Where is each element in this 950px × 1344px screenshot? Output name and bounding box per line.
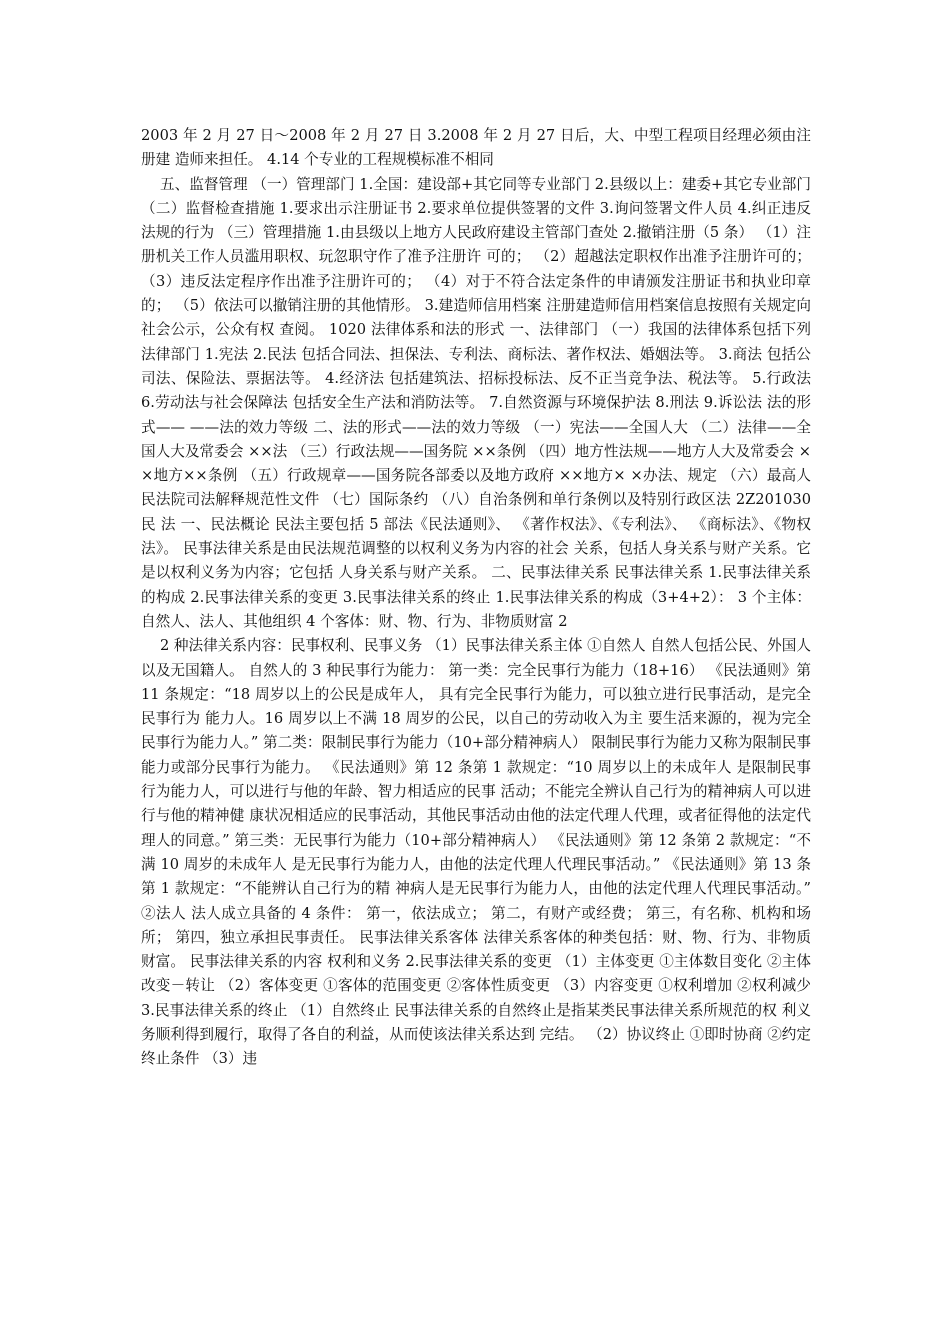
paragraph-civil-legal-relations: 2 种法律关系内容：民事权利、民事义务 （1）民事法律关系主体 ①自然人 自然人包括公民、外国人以及无国籍人。 自然人的 3 种民事行为能力： 第一类：完全民事行为能力（18+16） 《民法通则》第 11 条规定：“18 周岁以上的公民是成年人， 具有完全民事行为能力，可以独立进行民事活动，是完全民事行为 能力人。16 周岁以上不满 18 周岁的公民，以自己的劳动收入为主 要生活来源的，视为完全民事行为能力人。” 第二类：限制民事行为能力（10+部分精神病人） 限制民事行为能力又称为限制民事能力或部分民事行为能力。 《民法通则》第 12 条第 1 款规定：“10 周岁以上的未成年人 是限制民事行为能力人，可以进行与他的年龄、智力相适应的民事 活动；不能完全辨认自己行为的精神病人可以进行与他的精神健 康状况相适应的民事活动，其他民事活动由他的法定代理人代理，或者征得他的法定代理人的同意。” 第三类：无民事行为能力（10+部分精神病人） 《民法通则》第 12 条第 2 款规定：“不满 10 周岁的未成年人 是无民事行为能力人，由他的法定代理人代理民事活动。” 《民法通则》第 13 条第 1 款规定：“不能辨认自己行为的精 神病人是无民事行为能力人，由他的法定代理人代理民事活动。” ②法人 法人成立具备的 4 条件： 第一，依法成立； 第二，有财产或经费； 第三，有名称、机构和场所； 第四，独立承担民事责任。 民事法律关系客体 法律关系客体的种类包括：财、物、行为、非物质财富。 民事法律关系的内容 权利和义务 2.民事法律关系的变更 （1）主体变更 ①主体数目变化 ②主体改变－转让 （2）客体变更 ①客体的范围变更 ②客体性质变更 （3）内容变更 ①权利增加 ②权利减少 3.民事法律关系的终止 （1）自然终止 民事法律关系的自然终止是指某类民事法律关系所规范的权 利义务顺利得到履行，取得了各自的利益，从而使该法律关系达到 完结。 （2）协议终止 ①即时协商 ②约定终止条件 （3）违: [141, 637, 811, 1068]
paragraph-supervision-and-law: 五、监督管理 （一）管理部门 1.全国：建设部+其它同等专业部门 2.县级以上：建委+其它专业部门 （二）监督检查措施 1.要求出示注册证书 2.要求单位提供签署的文件 3.询问签署文件人员 4.纠正违反法规的行为 （三）管理措施 1.由县级以上地方人民政府建设主管部门查处 2.撤销注册（5 条） （1）注册机关工作人员滥用职权、玩忽职守作了准予注册许 可的； （2）超越法定职权作出准予注册许可的； （3）违反法定程序作出准予注册许可的； （4）对于不符合法定条件的申请颁发注册证书和执业印章的； （5）依法可以撤销注册的其他情形。 3.建造师信用档案 注册建造师信用档案信息按照有关规定向社会公示，公众有权 查阅。 1020 法律体系和法的形式 一、法律部门 （一）我国的法律体系包括下列法律部门 1.宪法 2.民法 包括合同法、担保法、专利法、商标法、著作权法、婚姻法等。 3.商法 包括公司法、保险法、票据法等。 4.经济法 包括建筑法、招标投标法、反不正当竞争法、税法等。 5.行政法 6.劳动法与社会保障法 包括安全生产法和消防法等。 7.自然资源与环境保护法 8.刑法 9.诉讼法 法的形式—— ——法的效力等级 二、法的形式——法的效力等级 （一）宪法——全国人大 （二）法律——全国人大及常委会 ××法 （三）行政法规——国务院 ××条例 （四）地方性法规——地方人大及常委会 ××地方××条例 （五）行政规章——国务院各部委以及地方政府 ××地方× ×办法、规定 （六）最高人民法院司法解释规范性文件 （七）国际条约 （八）自治条例和单行条例以及特别行政区法 2Z201030 民 法 一、民法概论 民法主要包括 5 部法《民法通则》、 《著作权法》、《专利法》、 《商标法》、《物权法》。 民事法律关系是由民法规范调整的以权利义务为内容的社会 关系，包括人身关系与财产关系。它是以权利义务为内容；它包括 人身关系与财产关系。 二、民事法律关系 民事法律关系 1.民事法律关系的构成 2.民事法律关系的变更 3.民事法律关系的终止 1.民事法律关系的构成（3+4+2）： 3 个主体：自然人、法人、其他组织 4 个客体：财、物、行为、非物质财富 2: [141, 175, 811, 630]
paragraph-intro: 2003 年 2 月 27 日～2008 年 2 月 27 日 3.2008 年 2 月 27 日后，大、中型工程项目经理必须由注册建 造师来担任。 4.14 个专业的工程规模标准不相同: [141, 127, 811, 169]
document-body: [141, 124, 811, 1072]
